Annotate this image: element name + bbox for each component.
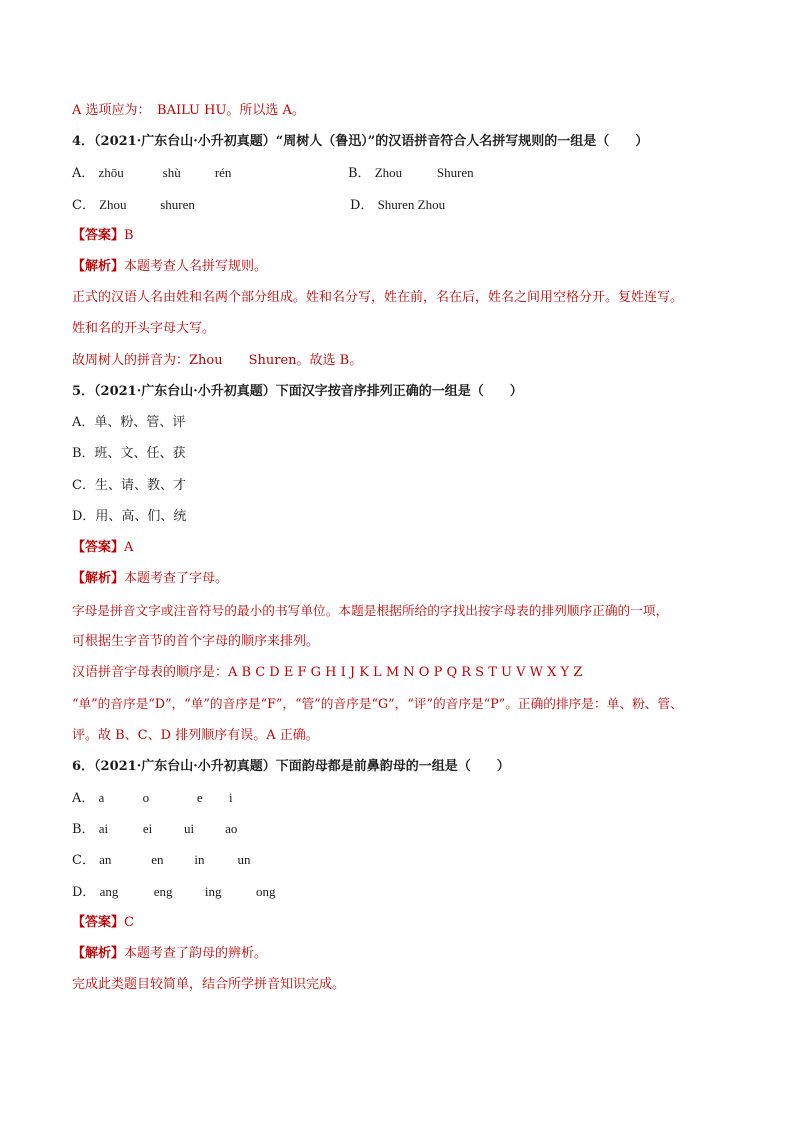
option-label: A． — [72, 791, 95, 806]
q6-analysis-line: 完成此类题目较简单，结合所学拼音知识完成。 — [72, 977, 346, 992]
question-5-stem: 5．（2021·广东台山·小升初真题）下面汉字按音序排列正确的一组是（ ） — [72, 384, 523, 399]
q5-analysis — [72, 570, 228, 588]
q5-option-a: A．单、粉、管、评 — [72, 415, 186, 430]
q5-option-d: D．用、高、们、统 — [72, 509, 187, 524]
option-label: C． — [72, 853, 95, 868]
analysis-tag: 【解析】 — [72, 259, 125, 274]
option-part: e — [196, 790, 203, 805]
option-label: C． — [72, 198, 95, 213]
analysis-text: 本题考查人名拼写规则。 — [124, 259, 268, 274]
analysis-text: 本题考查了韵母的辨析。 — [124, 946, 268, 961]
q4-option-b — [348, 164, 474, 183]
option-part: Shuren — [436, 165, 474, 180]
option-part: in — [194, 852, 205, 867]
q5-option-c: C．生、请、教、才 — [72, 478, 186, 493]
q6-answer — [72, 914, 134, 932]
option-part: ing — [204, 884, 222, 899]
option-label: A． — [72, 166, 95, 181]
question-4-stem: 4．（2021·广东台山·小升初真题）“周树人（鲁迅）”的汉语拼音符合人名拼写规则的一组是（ ） — [72, 134, 649, 149]
q6-option-c — [72, 851, 251, 870]
q6-option-b — [72, 820, 237, 839]
option-part: ong — [256, 884, 276, 899]
q4-option-d — [350, 196, 445, 215]
answer-tag: 【答案】 — [72, 540, 125, 555]
option-part: Zhou — [99, 197, 127, 212]
q5-option-b: B．班、文、任、获 — [72, 446, 186, 461]
option-part: eng — [153, 884, 173, 899]
q4-analysis-line: 故周树人的拼音为：Zhou Shuren。故选 B。 — [72, 353, 363, 368]
q5-analysis-line: 可根据生字音节的首个字母的顺序来排列。 — [72, 634, 320, 649]
answer-value: C — [124, 915, 134, 930]
q4-option-a — [72, 164, 231, 183]
q5-answer — [72, 539, 133, 557]
option-label: B． — [348, 166, 371, 181]
option-part: shuren — [160, 197, 195, 212]
option-part: ai — [98, 821, 109, 836]
option-part: an — [99, 852, 112, 867]
option-part: ang — [99, 884, 119, 899]
analysis-text: 本题考查了字母。 — [124, 571, 229, 586]
answer-tag: 【答案】 — [72, 228, 125, 243]
answer-value: B — [124, 228, 134, 243]
option-part: o — [142, 790, 150, 805]
answer-tag: 【答案】 — [72, 915, 125, 930]
option-label: B． — [72, 822, 95, 837]
option-part: rén — [214, 165, 232, 180]
option-part: Zhou — [374, 165, 403, 180]
q5-analysis-line: 评。故 B、C、D 排列顺序有误。A 正确。 — [72, 728, 319, 743]
q4-answer — [72, 227, 134, 245]
question-6-stem: 6．（2021·广东台山·小升初真题）下面韵母都是前鼻韵母的一组是（ ） — [72, 759, 510, 774]
q5-analysis-line: “单”的音序是“D”，“单”的音序是“F”，“管”的音序是“G”，“评”的音序是“P”。正确的排序是：单、粉、管、 — [72, 696, 683, 711]
option-part: ao — [225, 821, 238, 836]
q4-analysis-line: 姓和名的开头字母大写。 — [72, 321, 216, 336]
q6-option-a — [72, 789, 233, 808]
option-part: a — [98, 790, 105, 805]
answer-value: A — [124, 540, 134, 555]
option-part: Shuren Zhou — [377, 197, 446, 212]
option-part: un — [237, 852, 251, 867]
option-part: ei — [142, 821, 153, 836]
q4-analysis — [72, 258, 267, 276]
option-label: D． — [350, 198, 374, 213]
previous-answer-line: A 选项应为： BAILU HU。所以选 A。 — [72, 103, 305, 118]
option-label: D． — [72, 885, 96, 900]
q6-option-d — [72, 883, 276, 902]
analysis-tag: 【解析】 — [72, 571, 125, 586]
q5-analysis-line: 汉语拼音字母表的顺序是：A B C D E F G H I J K L M N O P Q R S T U V W X Y Z — [72, 665, 583, 680]
option-part: i — [228, 790, 233, 805]
q4-analysis-line: 正式的汉语人名由姓和名两个部分组成。姓和名分写，姓在前，名在后，姓名之间用空格分开。复姓连写。 — [72, 290, 684, 305]
analysis-tag: 【解析】 — [72, 946, 125, 961]
q4-option-c — [72, 196, 195, 215]
option-part: en — [151, 852, 164, 867]
q6-analysis — [72, 945, 267, 963]
option-part: shù — [162, 165, 181, 180]
q5-analysis-line: 字母是拼音文字或注音符号的最小的书写单位。本题是根据所给的字找出按字母表的排列顺序正确的一项， — [72, 603, 669, 618]
option-part: zhōu — [98, 165, 124, 180]
option-part: ui — [183, 821, 195, 836]
